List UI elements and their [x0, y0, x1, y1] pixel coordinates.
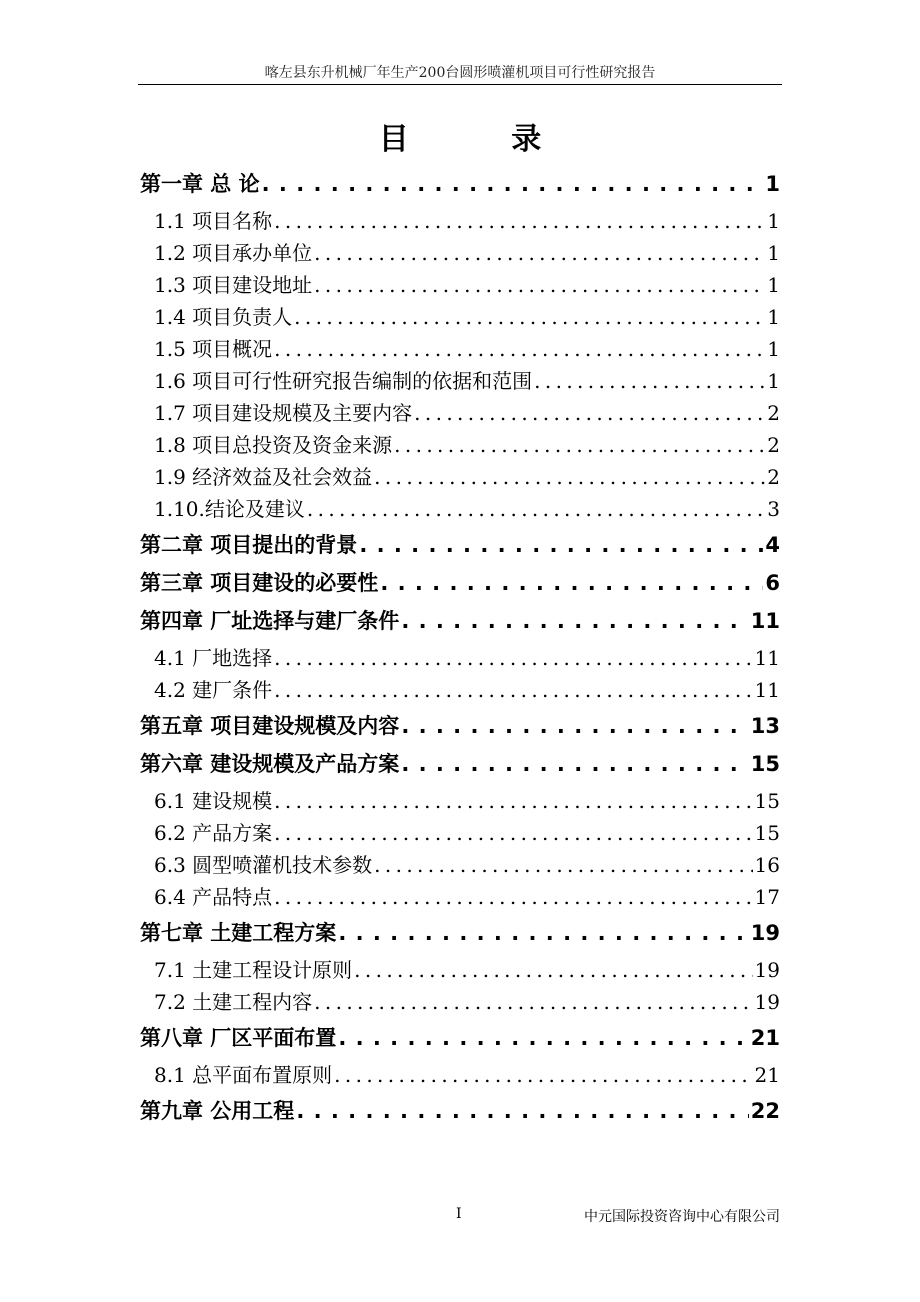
toc-entry-label: 第五章 项目建设规模及内容 [140, 714, 400, 738]
toc-section-entry[interactable] [140, 849, 780, 881]
toc-entry-page: 19 [754, 958, 780, 982]
toc-leader-dots [359, 528, 763, 562]
toc-entry-label: 1.8 项目总投资及资金来源 [154, 433, 393, 457]
toc-chapter-entry[interactable] [140, 604, 780, 638]
toc-entry-page: 15 [754, 789, 780, 813]
toc-entry-label: 1.3 项目建设地址 [154, 273, 313, 297]
toc-section-entry[interactable] [140, 674, 780, 706]
toc-entry-label: 1.7 项目建设规模及主要内容 [154, 401, 413, 425]
toc-entry-label: 7.2 土建工程内容 [154, 990, 313, 1014]
toc-entry-page: 1 [767, 369, 780, 393]
toc-leader-dots [401, 747, 748, 781]
toc-section-entry[interactable] [140, 429, 780, 461]
toc-leader-dots [534, 365, 765, 397]
toc-section-entry[interactable] [140, 493, 780, 525]
toc-entry-label: 1.2 项目承办单位 [154, 241, 313, 265]
toc-entry-page: 21 [754, 1063, 780, 1087]
toc-section-entry[interactable] [140, 237, 780, 269]
toc-entry-label: 6.4 产品特点 [154, 885, 273, 909]
toc-entry-page: 1 [767, 209, 780, 233]
toc-section-entry[interactable] [140, 365, 780, 397]
toc-leader-dots [338, 1021, 748, 1055]
running-header: 喀左县东升机械厂年生产200台圆形喷灌机项目可行性研究报告 [264, 65, 656, 81]
toc-leader-dots [414, 397, 765, 429]
toc-section-entry[interactable] [140, 333, 780, 365]
toc-entry-page: 4 [765, 533, 780, 557]
toc-entry-page: 13 [750, 714, 780, 738]
toc-entry-label: 第八章 厂区平面布置 [140, 1026, 337, 1050]
toc-entry-page: 2 [767, 465, 780, 489]
toc-chapter-entry[interactable] [140, 916, 780, 950]
toc-entry-page: 11 [754, 678, 780, 702]
toc-entry-label: 第六章 建设规模及产品方案 [140, 752, 400, 776]
toc-chapter-entry[interactable] [140, 528, 780, 562]
toc-section-entry[interactable] [140, 954, 780, 986]
toc-chapter-entry[interactable] [140, 709, 780, 743]
toc-entry-page: 16 [754, 853, 780, 877]
toc-section-entry[interactable] [140, 642, 780, 674]
footer-organization: 中元国际投资咨询中心有限公司 [584, 1209, 780, 1225]
toc-entry-label: 第四章 厂址选择与建厂条件 [140, 609, 400, 633]
toc-entry-label: 1.6 项目可行性研究报告编制的依据和范围 [154, 369, 533, 393]
toc-section-entry[interactable] [140, 205, 780, 237]
toc-leader-dots [274, 817, 752, 849]
toc-leader-dots [334, 1059, 752, 1091]
toc-section-entry[interactable] [140, 817, 780, 849]
toc-entry-label: 1.1 项目名称 [154, 209, 273, 233]
toc-entry-label: 1.9 经济效益及社会效益 [154, 465, 373, 489]
toc-leader-dots [401, 709, 748, 743]
toc-entry-label: 8.1 总平面布置原则 [154, 1063, 333, 1087]
toc-section-entry[interactable] [140, 301, 780, 333]
toc-leader-dots [274, 333, 765, 365]
toc-leader-dots [262, 167, 764, 201]
toc-entry-page: 15 [750, 752, 780, 776]
toc-entry-page: 1 [767, 241, 780, 265]
toc-leader-dots [314, 237, 765, 269]
toc-entry-page: 1 [765, 172, 780, 196]
toc-title: 目 录 [378, 122, 588, 157]
toc-entry-page: 2 [767, 401, 780, 425]
toc-entry-page: 1 [767, 337, 780, 361]
toc-entry-label: 第七章 土建工程方案 [140, 921, 337, 945]
toc-entry-label: 第二章 项目提出的背景 [140, 533, 358, 557]
toc-leader-dots [307, 493, 765, 525]
toc-section-entry[interactable] [140, 1059, 780, 1091]
toc-entry-label: 1.5 项目概况 [154, 337, 273, 361]
toc-entry-label: 6.2 产品方案 [154, 821, 273, 845]
toc-leader-dots [294, 301, 765, 333]
header-divider [138, 84, 782, 85]
toc-entry-page: 1 [767, 305, 780, 329]
toc-entry-label: 4.2 建厂条件 [154, 678, 273, 702]
toc-leader-dots [374, 461, 765, 493]
toc-entry-label: 第九章 公用工程 [140, 1099, 295, 1123]
toc-section-entry[interactable] [140, 461, 780, 493]
toc-entry-page: 17 [754, 885, 780, 909]
toc-entry-page: 3 [767, 497, 780, 521]
toc-entry-page: 21 [750, 1026, 780, 1050]
toc-chapter-entry[interactable] [140, 747, 780, 781]
toc-leader-dots [401, 604, 748, 638]
toc-leader-dots [274, 642, 752, 674]
toc-entry-page: 22 [750, 1099, 780, 1123]
toc-chapter-entry[interactable] [140, 566, 780, 600]
toc-section-entry[interactable] [140, 881, 780, 913]
toc-chapter-entry[interactable] [140, 1021, 780, 1055]
toc-leader-dots [380, 566, 763, 600]
toc-entry-page: 6 [765, 571, 780, 595]
toc-section-entry[interactable] [140, 269, 780, 301]
toc-section-entry[interactable] [140, 397, 780, 429]
toc-leader-dots [394, 429, 765, 461]
toc-leader-dots [274, 674, 752, 706]
toc-entry-label: 7.1 土建工程设计原则 [154, 958, 353, 982]
toc-entry-page: 19 [754, 990, 780, 1014]
toc-chapter-entry[interactable] [140, 1094, 780, 1128]
toc-leader-dots [354, 954, 752, 986]
toc-entry-label: 6.3 圆型喷灌机技术参数 [154, 853, 373, 877]
toc-entry-label: 第一章 总 论 [140, 172, 260, 196]
toc-entry-page: 1 [767, 273, 780, 297]
toc-leader-dots [338, 916, 748, 950]
toc-entry-label: 6.1 建设规模 [154, 789, 273, 813]
toc-leader-dots [274, 785, 752, 817]
toc-leader-dots [296, 1094, 748, 1128]
toc-entry-page: 2 [767, 433, 780, 457]
toc-leader-dots [274, 205, 765, 237]
toc-section-entry[interactable] [140, 785, 780, 817]
toc-entry-page: 11 [754, 646, 780, 670]
toc-leader-dots [374, 849, 752, 881]
toc-section-entry[interactable] [140, 986, 780, 1018]
toc-entry-label: 1.4 项目负责人 [154, 305, 293, 329]
footer-page-number: I [456, 1206, 462, 1222]
toc-leader-dots [314, 986, 752, 1018]
toc-entry-label: 第三章 项目建设的必要性 [140, 571, 379, 595]
toc-entry-page: 19 [750, 921, 780, 945]
toc-leader-dots [314, 269, 765, 301]
toc-entry-label: 4.1 厂地选择 [154, 646, 273, 670]
table-of-contents [140, 164, 780, 1132]
toc-chapter-entry[interactable] [140, 167, 780, 201]
toc-leader-dots [274, 881, 752, 913]
toc-entry-page: 15 [754, 821, 780, 845]
toc-entry-page: 11 [750, 609, 780, 633]
toc-entry-label: 1.10.结论及建议 [154, 497, 305, 521]
